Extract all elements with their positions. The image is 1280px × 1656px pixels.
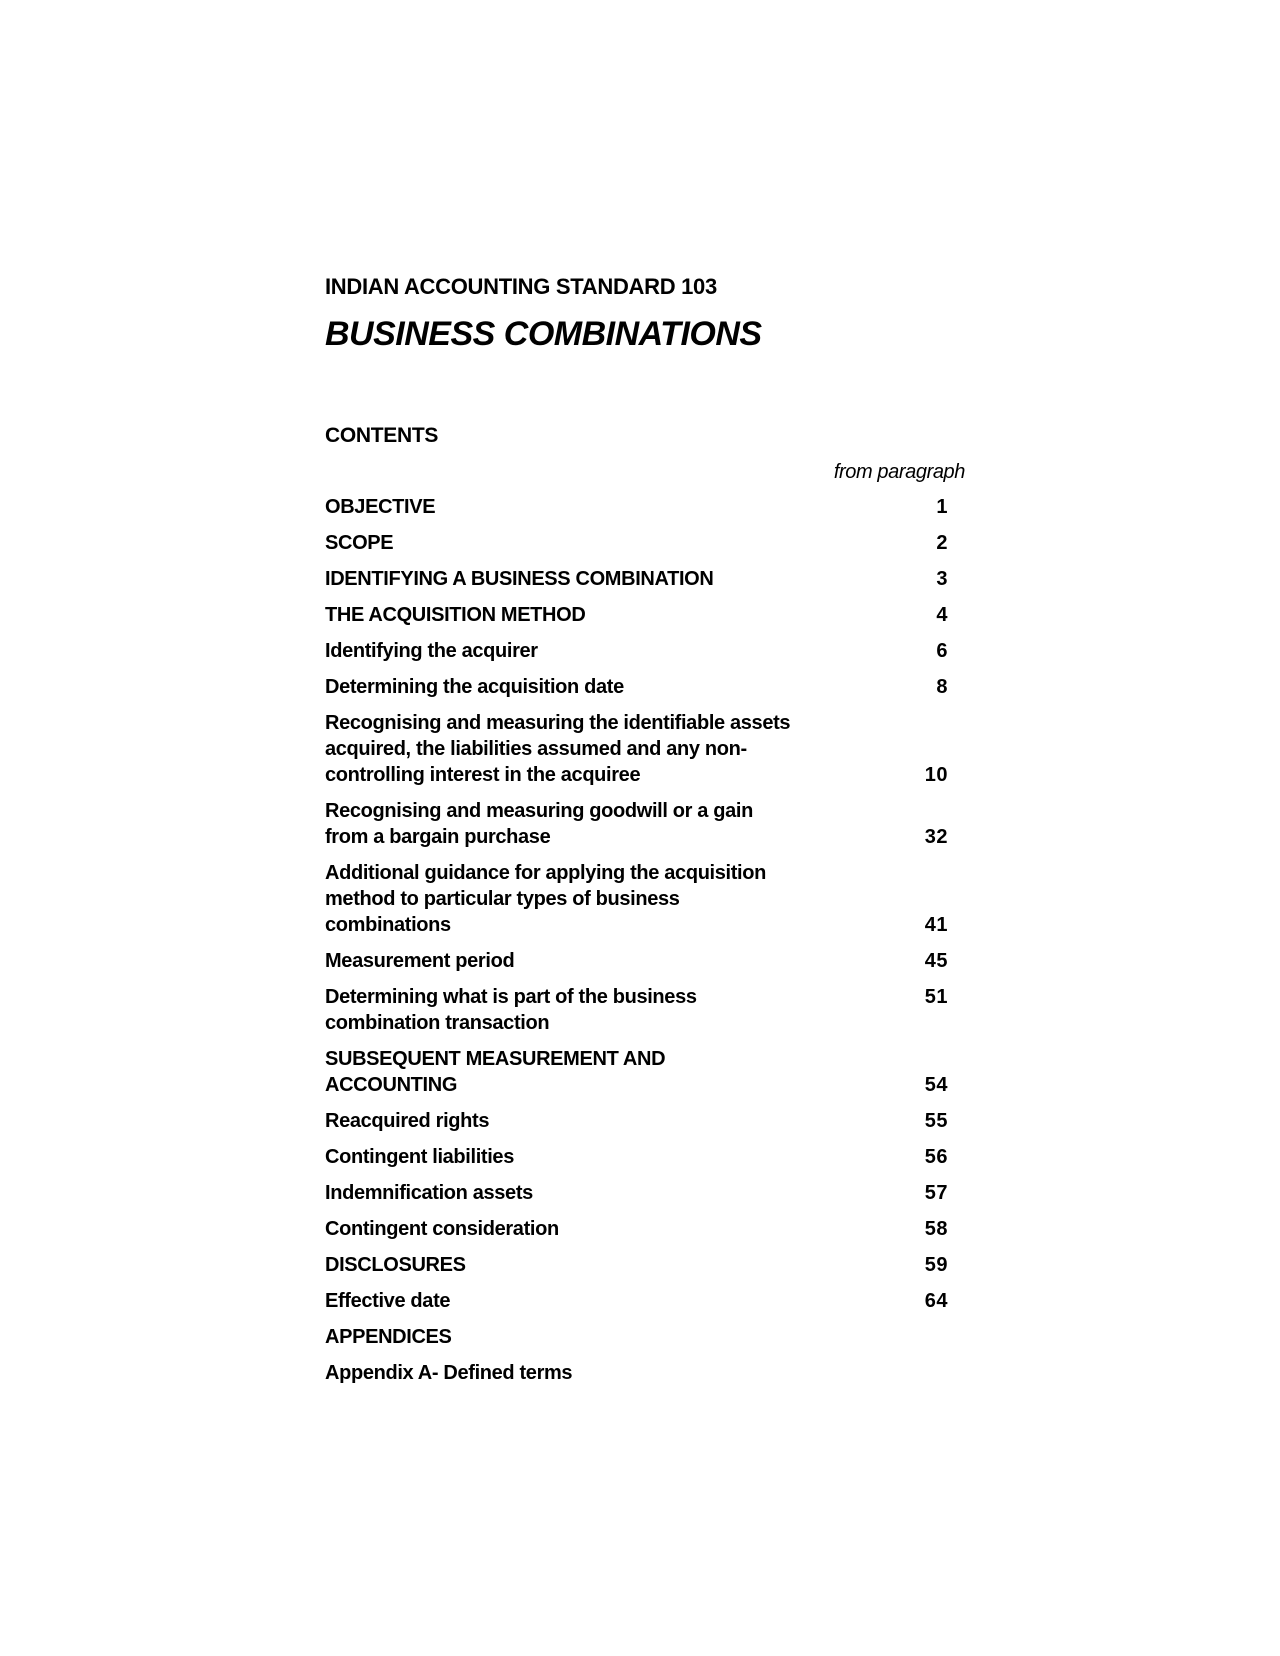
toc-label: Contingent consideration	[325, 1218, 559, 1240]
toc-paragraph-number: 8	[936, 676, 948, 698]
toc-row-appendices	[325, 1324, 965, 1350]
toc-label: Measurement period	[325, 950, 515, 972]
toc-paragraph-number: 2	[936, 532, 948, 554]
toc-row-additional-guidance	[325, 860, 965, 938]
toc-label: SCOPE	[325, 532, 394, 554]
toc-label: SUBSEQUENT MEASUREMENT AND ACCOUNTING	[325, 1048, 666, 1096]
toc-paragraph-number: 55	[924, 1110, 948, 1132]
toc-row-acquisition-date	[325, 674, 965, 700]
toc-paragraph-number: 32	[924, 826, 948, 848]
toc-paragraph-number: 56	[924, 1146, 948, 1168]
toc-row-contingent-liabilities	[325, 1144, 965, 1170]
toc-label: Determining what is part of the business combination transaction	[325, 986, 697, 1034]
toc-paragraph-number: 4	[936, 604, 948, 626]
contents-heading: CONTENTS	[325, 424, 439, 447]
toc-paragraph-number: 6	[936, 640, 948, 662]
toc-row-part-of-business-combination	[325, 984, 965, 1036]
toc-paragraph-number: 3	[936, 568, 948, 590]
toc-row-appendix-a	[325, 1360, 965, 1386]
toc-paragraph-number: 64	[924, 1290, 948, 1312]
toc-paragraph-number: 51	[924, 986, 948, 1008]
toc-row-scope	[325, 530, 965, 556]
toc-row-contingent-consideration	[325, 1216, 965, 1242]
toc-row-recognising-assets	[325, 710, 965, 788]
toc-row-goodwill	[325, 798, 965, 850]
toc-label: THE ACQUISITION METHOD	[325, 604, 586, 626]
toc-paragraph-number: 10	[924, 764, 948, 786]
toc-label: Reacquired rights	[325, 1110, 490, 1132]
toc-paragraph-number: 57	[924, 1182, 948, 1204]
toc-row-reacquired-rights	[325, 1108, 965, 1134]
toc-label: Recognising and measuring the identifiable assets acquired, the liabilities assumed and any non-controlling interest in the acquiree	[325, 712, 791, 786]
toc-paragraph-number: 1	[936, 496, 948, 518]
page-title: BUSINESS COMBINATIONS	[325, 315, 762, 353]
toc-paragraph-number: 58	[924, 1218, 948, 1240]
table-of-contents	[325, 494, 965, 1386]
toc-row-disclosures	[325, 1252, 965, 1278]
standard-number: INDIAN ACCOUNTING STANDARD 103	[325, 274, 717, 299]
toc-row-acquisition-method	[325, 602, 965, 628]
toc-label: Contingent liabilities	[325, 1146, 514, 1168]
toc-paragraph-number: 41	[924, 914, 948, 936]
toc-row-measurement-period	[325, 948, 965, 974]
toc-paragraph-number: 59	[924, 1254, 948, 1276]
toc-label: Determining the acquisition date	[325, 676, 624, 698]
toc-label: OBJECTIVE	[325, 496, 436, 518]
toc-paragraph-number: 45	[924, 950, 948, 972]
toc-label: Identifying the acquirer	[325, 640, 538, 662]
toc-paragraph-number: 54	[924, 1074, 948, 1096]
toc-label: Recognising and measuring goodwill or a gain from a bargain purchase	[325, 800, 753, 848]
toc-row-identifying-acquirer	[325, 638, 965, 664]
toc-label: DISCLOSURES	[325, 1254, 466, 1276]
toc-label: Additional guidance for applying the acquisition method to particular types of business combinations	[325, 862, 766, 936]
from-paragraph-heading: from paragraph	[833, 461, 965, 483]
toc-label: APPENDICES	[325, 1326, 452, 1348]
toc-label: IDENTIFYING A BUSINESS COMBINATION	[325, 568, 714, 590]
toc-row-identifying-business-combination	[325, 566, 965, 592]
document-page	[325, 272, 965, 1396]
toc-label: Effective date	[325, 1290, 451, 1312]
toc-label: Appendix A- Defined terms	[325, 1362, 573, 1384]
toc-label: Indemnification assets	[325, 1182, 533, 1204]
toc-row-effective-date	[325, 1288, 965, 1314]
toc-row-subsequent-measurement	[325, 1046, 965, 1098]
toc-row-objective	[325, 494, 965, 520]
toc-row-indemnification-assets	[325, 1180, 965, 1206]
